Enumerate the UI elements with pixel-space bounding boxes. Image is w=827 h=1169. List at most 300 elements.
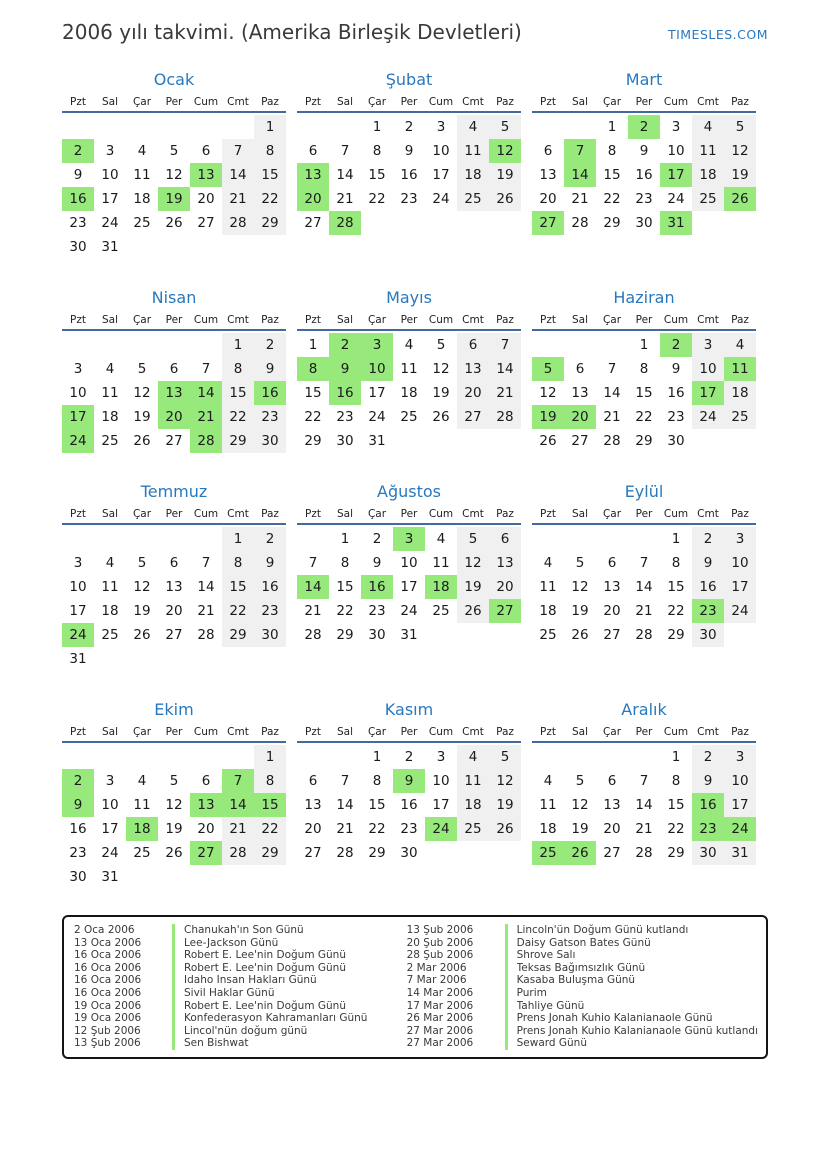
day-cell: 12 <box>457 551 489 575</box>
day-cell: 4 <box>404 337 414 353</box>
empty-day-cell <box>489 211 521 235</box>
day-cell: 26 <box>133 627 151 643</box>
day-cell: 11 <box>400 361 418 377</box>
day-cell: 24 <box>101 215 119 231</box>
day-cell: 5 <box>457 527 489 551</box>
legend-date: 16 Oca 2006 <box>74 986 142 999</box>
day-cell: 17 <box>724 575 756 599</box>
legend-date: 7 Mar 2006 <box>406 974 467 987</box>
day-cell: 8 <box>607 143 617 159</box>
day-cell: 22 <box>635 409 653 425</box>
day-cell: 11 <box>539 579 557 595</box>
weekday-header: Sal <box>571 726 589 738</box>
holiday-day-cell: 2 <box>329 333 361 357</box>
weekday-header: Pzt <box>540 726 556 738</box>
legend-date: 28 Şub 2006 <box>406 949 474 962</box>
day-cell: 4 <box>137 143 147 159</box>
days-grid <box>62 333 286 453</box>
empty-day-cell <box>724 429 756 453</box>
holiday-day-cell: 19 <box>158 187 190 211</box>
day-cell: 15 <box>635 385 653 401</box>
holiday-marker-icon <box>505 1000 508 1013</box>
day-cell: 13 <box>489 551 521 575</box>
day-cell: 7 <box>340 773 350 789</box>
holiday-day-cell: 16 <box>361 575 393 599</box>
empty-day-cell <box>692 211 724 235</box>
empty-day-cell <box>297 115 329 139</box>
legend-label: Lincoln'ün Doğum Günü kutlandı <box>516 924 689 936</box>
legend-entry <box>405 1012 758 1025</box>
day-cell: 15 <box>222 381 254 405</box>
empty-day-cell <box>457 841 489 865</box>
day-cell: 9 <box>671 361 681 377</box>
month-kasım <box>297 700 521 865</box>
weekday-header: Sal <box>336 96 354 108</box>
legend-entry <box>72 949 399 962</box>
empty-day-cell <box>489 623 521 647</box>
legend-entry <box>72 962 399 975</box>
day-cell: 9 <box>692 769 724 793</box>
day-cell: 3 <box>105 773 115 789</box>
empty-day-cell <box>158 745 190 769</box>
holiday-day-cell: 12 <box>489 139 521 163</box>
day-cell: 19 <box>457 575 489 599</box>
holiday-day-cell: 16 <box>329 381 361 405</box>
day-cell: 14 <box>635 797 653 813</box>
day-cell: 29 <box>368 845 386 861</box>
legend-entry <box>405 1025 758 1038</box>
day-cell: 10 <box>101 167 119 183</box>
empty-day-cell <box>425 429 457 453</box>
day-cell: 20 <box>603 821 621 837</box>
month-title: Ocak <box>153 70 195 89</box>
day-cell: 4 <box>543 773 553 789</box>
day-cell: 20 <box>539 191 557 207</box>
holiday-legend <box>62 915 768 1059</box>
holiday-marker-icon <box>505 937 508 950</box>
weekday-header: Cum <box>193 96 219 108</box>
day-cell: 20 <box>165 603 183 619</box>
day-cell: 18 <box>457 163 489 187</box>
empty-day-cell <box>94 115 126 139</box>
legend-date: 2 Oca 2006 <box>74 924 135 936</box>
weekday-header: Paz <box>496 726 514 738</box>
days-grid <box>62 527 286 671</box>
weekday-header: Pzt <box>70 726 86 738</box>
day-cell: 20 <box>304 821 322 837</box>
holiday-day-cell: 26 <box>724 187 756 211</box>
day-cell: 6 <box>543 143 553 159</box>
day-cell: 10 <box>724 769 756 793</box>
day-cell: 31 <box>724 841 756 865</box>
weekday-header: Sal <box>101 314 119 326</box>
holiday-day-cell: 31 <box>660 211 692 235</box>
month-mart <box>532 70 756 235</box>
day-cell: 6 <box>201 143 211 159</box>
weekday-header: Paz <box>496 314 514 326</box>
weekday-header-row <box>532 314 756 331</box>
month-title: Kasım <box>384 700 434 719</box>
weekday-header: Cmt <box>227 726 249 738</box>
day-cell: 1 <box>671 749 681 765</box>
weekday-header: Cum <box>193 508 219 520</box>
month-eylül <box>532 482 756 647</box>
day-cell: 17 <box>724 793 756 817</box>
empty-day-cell <box>126 647 158 671</box>
empty-day-cell <box>158 647 190 671</box>
day-cell: 12 <box>571 797 589 813</box>
weekday-header: Cum <box>428 314 454 326</box>
day-cell: 4 <box>692 115 724 139</box>
day-cell: 8 <box>222 357 254 381</box>
day-cell: 2 <box>692 527 724 551</box>
holiday-day-cell: 2 <box>628 115 660 139</box>
day-cell: 6 <box>607 773 617 789</box>
day-cell: 5 <box>575 555 585 571</box>
day-cell: 22 <box>667 603 685 619</box>
day-cell: 16 <box>667 385 685 401</box>
holiday-day-cell: 2 <box>660 333 692 357</box>
day-cell: 13 <box>571 385 589 401</box>
holiday-marker-icon <box>505 1025 508 1038</box>
weekday-header: Pzt <box>70 314 86 326</box>
weekday-header: Cmt <box>462 726 484 738</box>
day-cell: 2 <box>254 333 286 357</box>
day-cell: 9 <box>639 143 649 159</box>
holiday-day-cell: 20 <box>564 405 596 429</box>
day-cell: 2 <box>404 749 414 765</box>
day-cell: 29 <box>667 845 685 861</box>
weekday-header: Çar <box>132 314 152 326</box>
day-cell: 6 <box>308 143 318 159</box>
site-link[interactable]: TIMESLES.COM <box>667 27 768 42</box>
holiday-marker-icon <box>505 962 508 975</box>
day-cell: 23 <box>254 405 286 429</box>
day-cell: 6 <box>575 361 585 377</box>
day-cell: 29 <box>222 429 254 453</box>
day-cell: 8 <box>372 143 382 159</box>
legend-date: 13 Şub 2006 <box>406 924 474 936</box>
holiday-marker-icon <box>172 1012 175 1025</box>
weekday-header: Cum <box>663 314 689 326</box>
day-cell: 10 <box>724 551 756 575</box>
empty-day-cell <box>425 623 457 647</box>
empty-day-cell <box>190 333 222 357</box>
weekday-header-row <box>532 508 756 525</box>
day-cell: 23 <box>400 191 418 207</box>
holiday-marker-icon <box>172 949 175 962</box>
day-cell: 4 <box>436 531 446 547</box>
holiday-day-cell: 18 <box>126 817 158 841</box>
day-cell: 27 <box>457 405 489 429</box>
page-title: 2006 yılı takvimi. (Amerika Birleşik Devletleri) <box>62 20 522 44</box>
day-cell: 1 <box>639 337 649 353</box>
day-cell: 21 <box>304 603 322 619</box>
month-title: Ağustos <box>377 482 441 501</box>
day-cell: 8 <box>639 361 649 377</box>
weekday-header: Sal <box>336 314 354 326</box>
day-cell: 30 <box>692 841 724 865</box>
day-cell: 30 <box>69 239 87 255</box>
holiday-marker-icon <box>172 924 175 937</box>
empty-day-cell <box>361 211 393 235</box>
day-cell: 25 <box>400 409 418 425</box>
day-cell: 15 <box>304 385 322 401</box>
empty-day-cell <box>564 745 596 769</box>
month-title: Ekim <box>154 700 194 719</box>
day-cell: 18 <box>457 793 489 817</box>
weekday-header: Cum <box>663 96 689 108</box>
day-cell: 16 <box>692 575 724 599</box>
day-cell: 29 <box>304 433 322 449</box>
legend-label: Robert E. Lee'nin Doğum Günü <box>184 999 346 1012</box>
legend-label: Purim <box>516 986 547 999</box>
day-cell: 31 <box>101 239 119 255</box>
day-cell: 23 <box>254 599 286 623</box>
holiday-day-cell: 7 <box>564 139 596 163</box>
empty-day-cell <box>628 527 660 551</box>
day-cell: 25 <box>133 845 151 861</box>
day-cell: 22 <box>222 405 254 429</box>
day-cell: 24 <box>432 191 450 207</box>
legend-label: Teksas Bağımsızlık Günü <box>516 961 646 974</box>
day-cell: 27 <box>571 433 589 449</box>
legend-label: Tahliye Günü <box>516 999 585 1012</box>
holiday-marker-icon <box>172 1037 175 1050</box>
day-cell: 20 <box>489 575 521 599</box>
holiday-day-cell: 16 <box>62 187 94 211</box>
weekday-header-row <box>62 314 286 331</box>
holiday-day-cell: 10 <box>361 357 393 381</box>
legend-entry <box>72 1025 399 1038</box>
day-cell: 16 <box>254 575 286 599</box>
holiday-day-cell: 28 <box>329 211 361 235</box>
weekday-header: Cmt <box>227 508 249 520</box>
holiday-day-cell: 2 <box>62 139 94 163</box>
day-cell: 3 <box>73 555 83 571</box>
weekday-header: Cmt <box>227 314 249 326</box>
day-cell: 19 <box>165 821 183 837</box>
legend-entry <box>405 937 758 950</box>
day-cell: 23 <box>635 191 653 207</box>
holiday-day-cell: 24 <box>62 429 94 453</box>
day-cell: 18 <box>539 603 557 619</box>
day-cell: 8 <box>254 769 286 793</box>
holiday-marker-icon <box>172 974 175 987</box>
empty-day-cell <box>222 865 254 889</box>
empty-day-cell <box>222 235 254 259</box>
day-cell: 29 <box>254 211 286 235</box>
day-cell: 3 <box>724 745 756 769</box>
day-cell: 11 <box>457 139 489 163</box>
legend-date: 14 Mar 2006 <box>406 986 474 999</box>
day-cell: 19 <box>133 409 151 425</box>
weekday-header: Sal <box>101 96 119 108</box>
month-title: Temmuz <box>140 482 208 501</box>
day-cell: 21 <box>336 821 354 837</box>
day-cell: 23 <box>368 603 386 619</box>
day-cell: 7 <box>201 361 211 377</box>
legend-entry <box>72 937 399 950</box>
day-cell: 8 <box>671 555 681 571</box>
empty-day-cell <box>532 527 564 551</box>
legend-label: Robert E. Lee'nin Doğum Günü <box>184 949 346 962</box>
day-cell: 23 <box>400 821 418 837</box>
days-grid <box>532 115 756 235</box>
day-cell: 9 <box>254 551 286 575</box>
empty-day-cell <box>724 623 756 647</box>
weekday-header: Cmt <box>462 508 484 520</box>
day-cell: 6 <box>169 555 179 571</box>
day-cell: 13 <box>539 167 557 183</box>
empty-day-cell <box>94 333 126 357</box>
day-cell: 21 <box>571 191 589 207</box>
day-cell: 26 <box>432 409 450 425</box>
day-cell: 15 <box>336 579 354 595</box>
legend-entry <box>405 1000 758 1013</box>
weekday-header: Pzt <box>70 96 86 108</box>
day-cell: 27 <box>304 215 322 231</box>
day-cell: 7 <box>201 555 211 571</box>
weekday-header: Pzt <box>540 314 556 326</box>
empty-day-cell <box>158 527 190 551</box>
holiday-marker-icon <box>172 962 175 975</box>
day-cell: 15 <box>603 167 621 183</box>
day-cell: 17 <box>69 603 87 619</box>
day-cell: 25 <box>133 215 151 231</box>
holiday-marker-icon <box>172 1000 175 1013</box>
empty-day-cell <box>596 333 628 357</box>
weekday-header: Paz <box>731 726 749 738</box>
day-cell: 26 <box>571 627 589 643</box>
day-cell: 30 <box>635 215 653 231</box>
empty-day-cell <box>126 333 158 357</box>
holiday-marker-icon <box>505 949 508 962</box>
holiday-day-cell: 28 <box>190 429 222 453</box>
empty-day-cell <box>62 527 94 551</box>
holiday-day-cell: 9 <box>329 357 361 381</box>
day-cell: 15 <box>667 579 685 595</box>
day-cell: 11 <box>692 139 724 163</box>
holiday-day-cell: 17 <box>660 163 692 187</box>
holiday-marker-icon <box>505 987 508 1000</box>
day-cell: 29 <box>667 627 685 643</box>
day-cell: 4 <box>137 773 147 789</box>
empty-day-cell <box>158 865 190 889</box>
empty-day-cell <box>254 647 286 671</box>
day-cell: 22 <box>254 187 286 211</box>
empty-day-cell <box>532 115 564 139</box>
day-cell: 3 <box>692 333 724 357</box>
day-cell: 7 <box>489 333 521 357</box>
weekday-header: Paz <box>261 314 279 326</box>
day-cell: 28 <box>635 627 653 643</box>
day-cell: 3 <box>436 749 446 765</box>
holiday-day-cell: 21 <box>190 405 222 429</box>
weekday-header-row <box>297 96 521 113</box>
day-cell: 30 <box>692 623 724 647</box>
day-cell: 9 <box>692 551 724 575</box>
legend-label: Sen Bishwat <box>184 1037 249 1050</box>
legend-label: Daisy Gatson Bates Günü <box>516 936 651 949</box>
day-cell: 7 <box>222 139 254 163</box>
month-title: Haziran <box>613 288 675 307</box>
day-cell: 18 <box>133 191 151 207</box>
empty-day-cell <box>158 333 190 357</box>
legend-date: 17 Mar 2006 <box>406 999 474 1012</box>
legend-date: 27 Mar 2006 <box>406 1024 474 1037</box>
weekday-header: Çar <box>602 508 622 520</box>
day-cell: 18 <box>692 163 724 187</box>
day-cell: 2 <box>372 531 382 547</box>
day-cell: 8 <box>222 551 254 575</box>
weekday-header-row <box>62 508 286 525</box>
weekday-header: Per <box>400 314 418 326</box>
day-cell: 14 <box>222 163 254 187</box>
days-grid <box>297 527 521 647</box>
legend-entry <box>405 1037 758 1050</box>
legend-label: Seward Günü <box>516 1037 587 1050</box>
legend-label: Chanukah'ın Son Günü <box>184 924 304 936</box>
day-cell: 20 <box>603 603 621 619</box>
empty-day-cell <box>254 235 286 259</box>
empty-day-cell <box>222 647 254 671</box>
holiday-day-cell: 11 <box>724 357 756 381</box>
legend-entry <box>405 949 758 962</box>
day-cell: 20 <box>457 381 489 405</box>
weekday-header: Per <box>635 726 653 738</box>
holiday-day-cell: 18 <box>425 575 457 599</box>
day-cell: 31 <box>368 433 386 449</box>
day-cell: 27 <box>603 845 621 861</box>
holiday-day-cell: 16 <box>254 381 286 405</box>
holiday-day-cell: 24 <box>724 817 756 841</box>
holiday-day-cell: 8 <box>297 357 329 381</box>
holiday-day-cell: 14 <box>564 163 596 187</box>
weekday-header: Sal <box>336 508 354 520</box>
holiday-marker-icon <box>172 987 175 1000</box>
day-cell: 25 <box>539 627 557 643</box>
weekday-header: Çar <box>602 314 622 326</box>
legend-entry <box>72 1012 399 1025</box>
weekday-header: Paz <box>496 508 514 520</box>
legend-date: 12 Şub 2006 <box>74 1024 141 1037</box>
empty-day-cell <box>126 115 158 139</box>
day-cell: 14 <box>635 579 653 595</box>
day-cell: 6 <box>169 361 179 377</box>
empty-day-cell <box>724 211 756 235</box>
month-title: Şubat <box>385 70 433 89</box>
day-cell: 13 <box>304 797 322 813</box>
day-cell: 4 <box>105 555 115 571</box>
day-cell: 11 <box>432 555 450 571</box>
weekday-header-row <box>62 726 286 743</box>
month-mayıs <box>297 288 521 453</box>
day-cell: 19 <box>432 385 450 401</box>
holiday-day-cell: 26 <box>564 841 596 865</box>
empty-day-cell <box>329 745 361 769</box>
day-cell: 5 <box>575 773 585 789</box>
day-cell: 2 <box>692 745 724 769</box>
month-ocak <box>62 70 286 259</box>
days-grid <box>532 745 756 865</box>
day-cell: 4 <box>457 745 489 769</box>
day-cell: 7 <box>607 361 617 377</box>
day-cell: 26 <box>133 433 151 449</box>
day-cell: 22 <box>336 603 354 619</box>
day-cell: 11 <box>133 797 151 813</box>
empty-day-cell <box>190 527 222 551</box>
